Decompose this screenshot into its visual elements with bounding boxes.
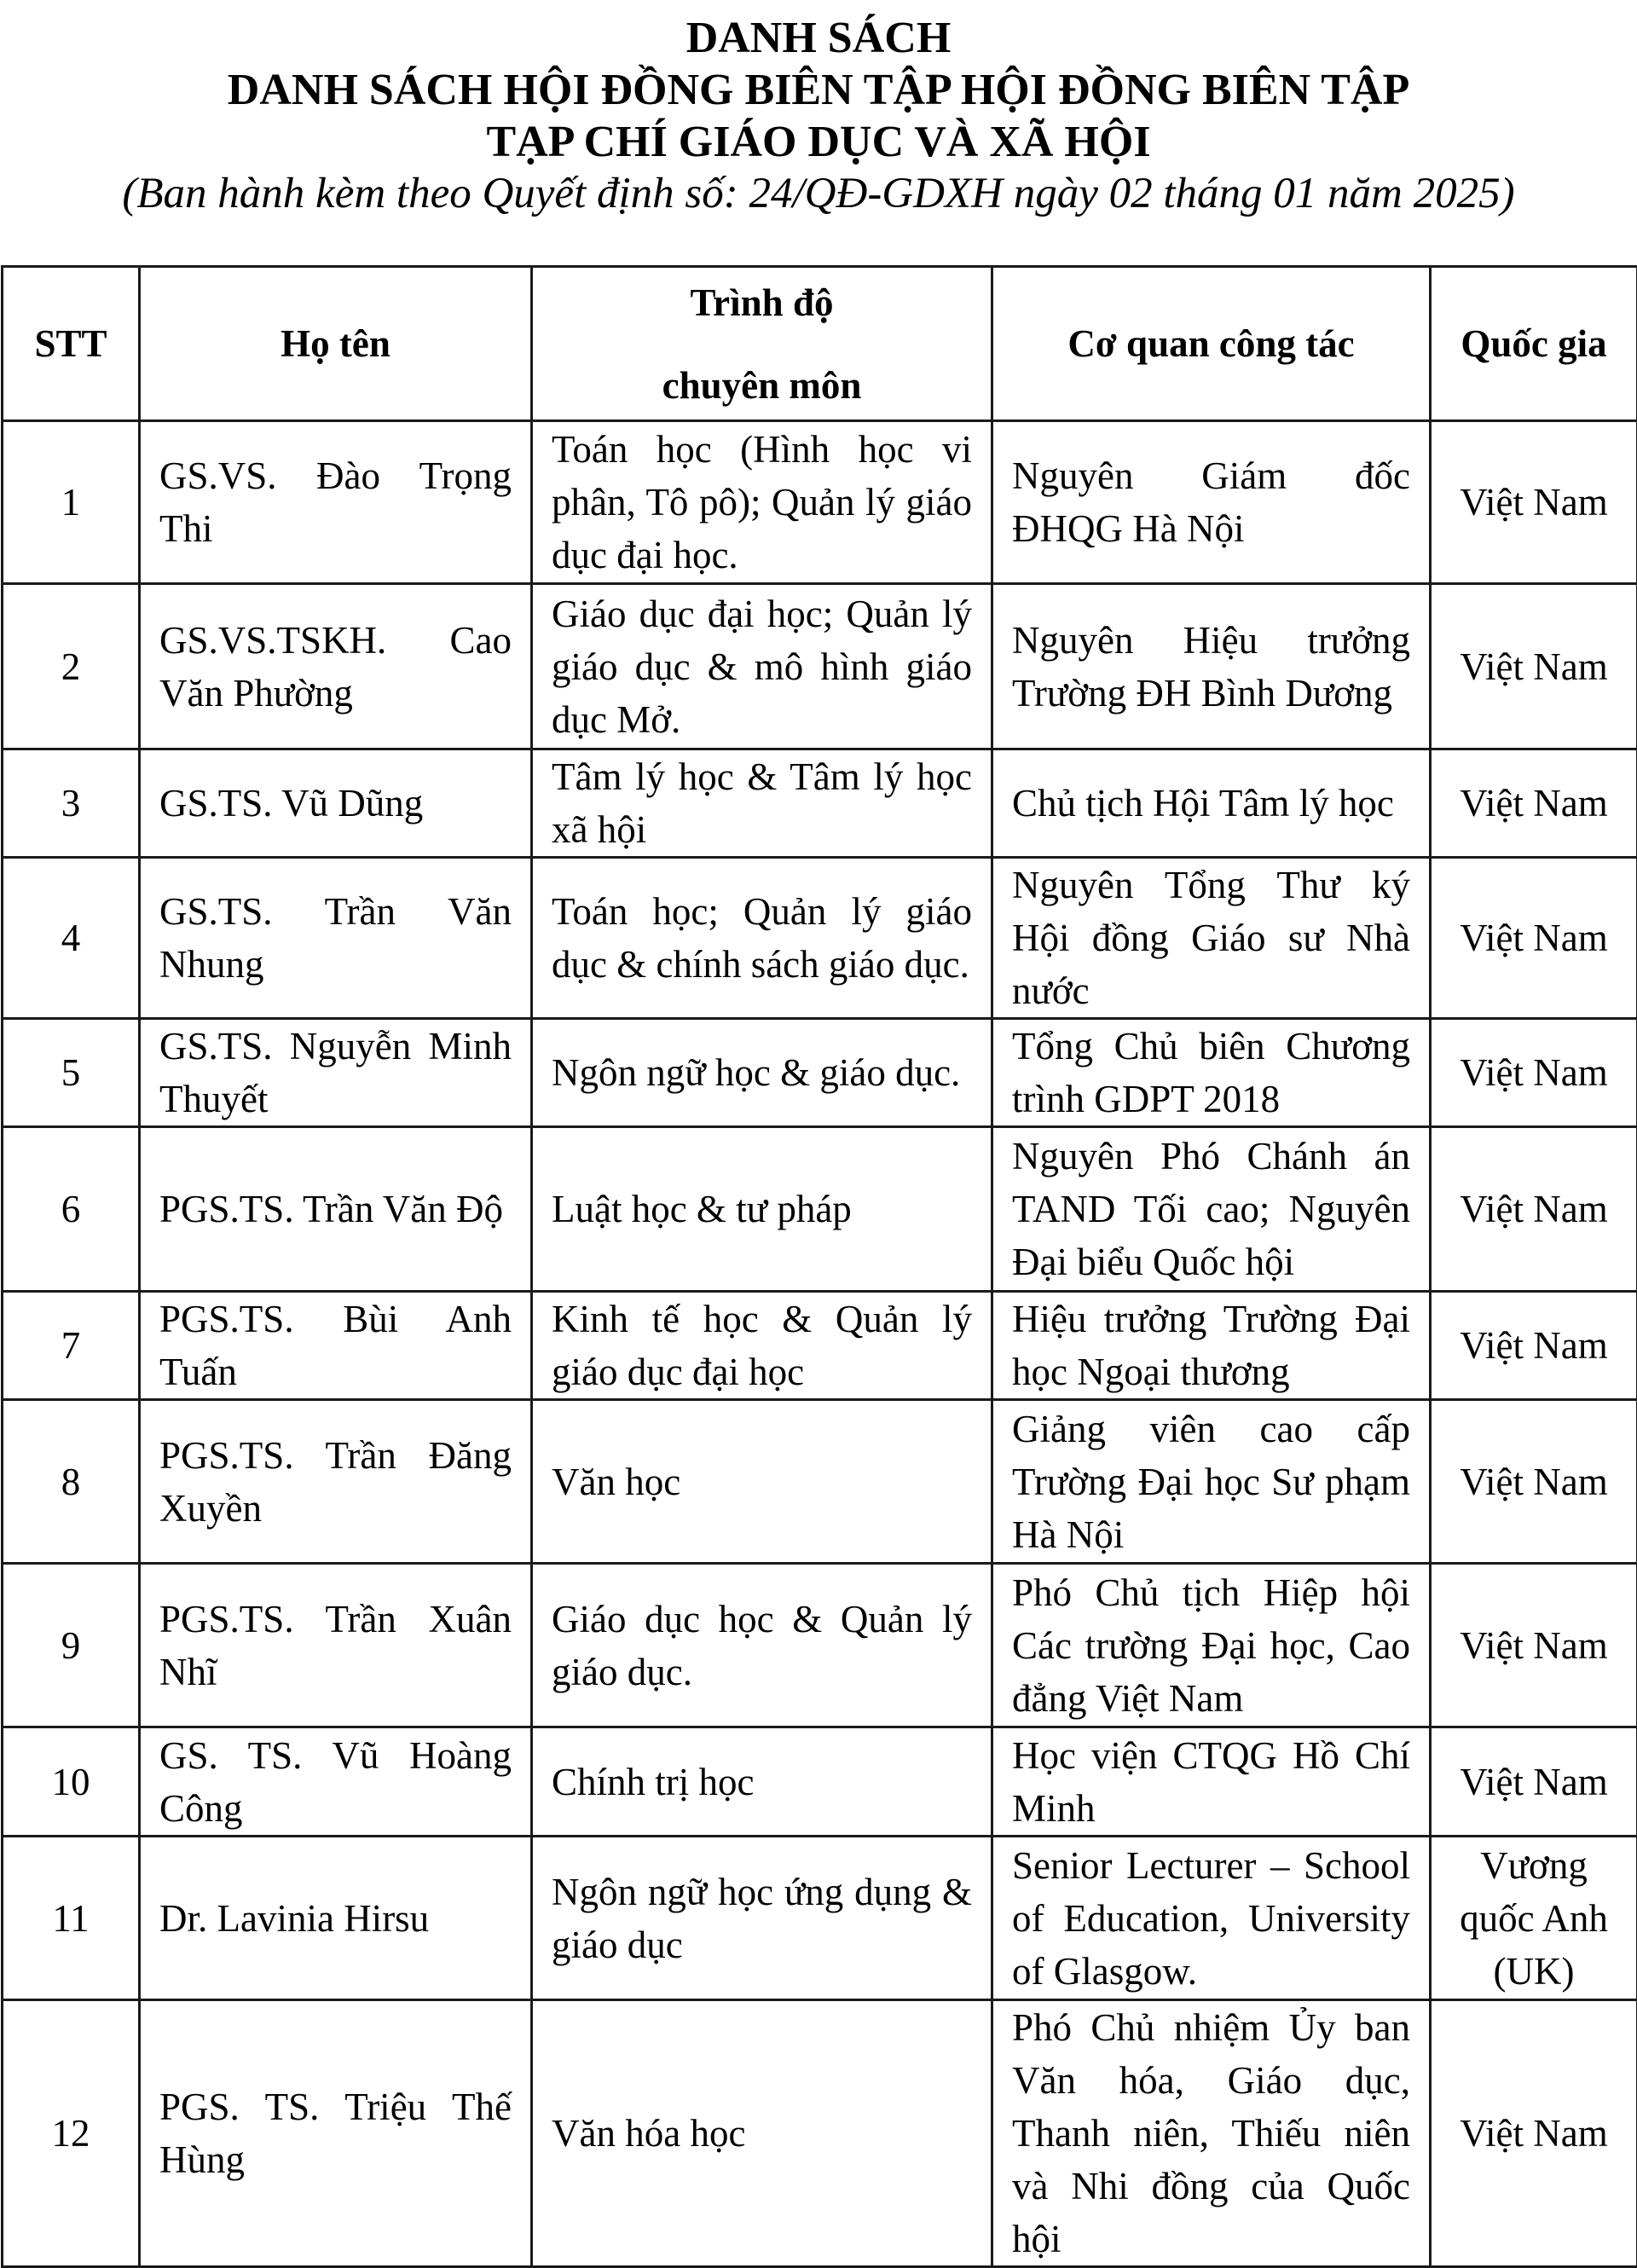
row-number-cell: 6	[3, 1127, 140, 1292]
row-number-cell: 11	[3, 1837, 140, 2000]
row-number-cell: 8	[3, 1400, 140, 1564]
table-row	[3, 1019, 1637, 1127]
title-line-1: DANH SÁCH	[0, 12, 1637, 64]
specialization-cell: Ngôn ngữ học ứng dụng & giáo dục	[532, 1837, 992, 2000]
specialization-cell: Kinh tế học & Quản lý giáo dục đại học	[532, 1292, 992, 1400]
specialization-cell: Văn học	[532, 1400, 992, 1564]
header-country: Quốc gia	[1431, 267, 1637, 421]
row-number-cell: 12	[3, 2000, 140, 2267]
row-number-cell: 9	[3, 1564, 140, 1727]
header-org: Cơ quan công tác	[992, 267, 1431, 421]
workplace-cell: Nguyên Tổng Thư ký Hội đồng Giáo sư Nhà nước	[992, 858, 1431, 1019]
country-cell: Vương quốc Anh (UK)	[1431, 1837, 1637, 2000]
row-number-cell: 10	[3, 1727, 140, 1837]
table-row	[3, 1400, 1637, 1564]
country-cell: Việt Nam	[1431, 1292, 1637, 1400]
specialization-cell: Ngôn ngữ học & giáo dục.	[532, 1019, 992, 1127]
row-number-cell: 5	[3, 1019, 140, 1127]
member-name-cell: PGS.TS. Trần Văn Độ	[140, 1127, 532, 1292]
row-number-cell: 3	[3, 749, 140, 858]
table-row	[3, 2000, 1637, 2267]
specialization-cell: Tâm lý học & Tâm lý học xã hội	[532, 749, 992, 858]
member-name-cell: PGS.TS. Trần Xuân Nhĩ	[140, 1564, 532, 1727]
decision-reference: (Ban hành kèm theo Quyết định số: 24/QĐ-GDXH ngày 02 tháng 01 năm 2025)	[0, 168, 1637, 219]
country-cell: Việt Nam	[1431, 421, 1637, 584]
table-row	[3, 858, 1637, 1019]
specialization-cell: Chính trị học	[532, 1727, 992, 1837]
member-name-cell: PGS. TS. Triệu Thế Hùng	[140, 2000, 532, 2267]
member-name-cell: GS.TS. Nguyễn Minh Thuyết	[140, 1019, 532, 1127]
workplace-cell: Chủ tịch Hội Tâm lý học	[992, 749, 1431, 858]
workplace-cell: Nguyên Hiệu trưởng Trường ĐH Bình Dương	[992, 584, 1431, 749]
member-name-cell: PGS.TS. Trần Đăng Xuyền	[140, 1400, 532, 1564]
workplace-cell: Senior Lecturer – School of Education, University of Glasgow.	[992, 1837, 1431, 2000]
table-row	[3, 584, 1637, 749]
country-cell: Việt Nam	[1431, 2000, 1637, 2267]
row-number-cell: 1	[3, 421, 140, 584]
specialization-cell: Văn hóa học	[532, 2000, 992, 2267]
member-name-cell: GS.VS. Đào Trọng Thi	[140, 421, 532, 584]
editorial-board-table	[1, 265, 1637, 2268]
workplace-cell: Hiệu trưởng Trường Đại học Ngoại thương	[992, 1292, 1431, 1400]
document-header	[0, 0, 1637, 219]
table-row	[3, 1837, 1637, 2000]
country-cell: Việt Nam	[1431, 1127, 1637, 1292]
title-line-3: TẠP CHÍ GIÁO DỤC VÀ XÃ HỘI	[0, 116, 1637, 168]
workplace-cell: Phó Chủ tịch Hiệp hội Các trường Đại học, Cao đẳng Việt Nam	[992, 1564, 1431, 1727]
workplace-cell: Nguyên Phó Chánh án TAND Tối cao; Nguyên Đại biểu Quốc hội	[992, 1127, 1431, 1292]
table-row	[3, 421, 1637, 584]
table-row	[3, 1292, 1637, 1400]
table-row	[3, 1127, 1637, 1292]
specialization-cell: Luật học & tư pháp	[532, 1127, 992, 1292]
specialization-cell: Toán học; Quản lý giáo dục & chính sách giáo dục.	[532, 858, 992, 1019]
country-cell: Việt Nam	[1431, 749, 1637, 858]
member-name-cell: GS. TS. Vũ Hoàng Công	[140, 1727, 532, 1837]
row-number-cell: 2	[3, 584, 140, 749]
header-field-line-1: Trình độ	[540, 276, 984, 329]
country-cell: Việt Nam	[1431, 1019, 1637, 1127]
country-cell: Việt Nam	[1431, 1400, 1637, 1564]
table-header-row	[3, 267, 1637, 421]
workplace-cell: Tổng Chủ biên Chương trình GDPT 2018	[992, 1019, 1431, 1127]
country-cell: Việt Nam	[1431, 1727, 1637, 1837]
title-line-2: DANH SÁCH HỘI ĐỒNG BIÊN TẬP HỘI ĐỒNG BIÊN TẬP	[0, 64, 1637, 116]
specialization-cell: Giáo dục đại học; Quản lý giáo dục & mô hình giáo dục Mở.	[532, 584, 992, 749]
header-field-line-2: chuyên môn	[540, 359, 984, 412]
workplace-cell: Nguyên Giám đốc ĐHQG Hà Nội	[992, 421, 1431, 584]
country-cell: Việt Nam	[1431, 584, 1637, 749]
header-name: Họ tên	[140, 267, 532, 421]
member-name-cell: GS.TS. Trần Văn Nhung	[140, 858, 532, 1019]
table-row	[3, 1727, 1637, 1837]
member-name-cell: Dr. Lavinia Hirsu	[140, 1837, 532, 2000]
member-name-cell: PGS.TS. Bùi Anh Tuấn	[140, 1292, 532, 1400]
member-name-cell: GS.VS.TSKH. Cao Văn Phường	[140, 584, 532, 749]
workplace-cell: Học viện CTQG Hồ Chí Minh	[992, 1727, 1431, 1837]
row-number-cell: 4	[3, 858, 140, 1019]
table-row	[3, 749, 1637, 858]
header-field	[532, 267, 992, 421]
workplace-cell: Phó Chủ nhiệm Ủy ban Văn hóa, Giáo dục, Thanh niên, Thiếu niên và Nhi đồng của Quốc hội	[992, 2000, 1431, 2267]
country-cell: Việt Nam	[1431, 1564, 1637, 1727]
country-cell: Việt Nam	[1431, 858, 1637, 1019]
table-row	[3, 1564, 1637, 1727]
header-stt: STT	[3, 267, 140, 421]
member-name-cell: GS.TS. Vũ Dũng	[140, 749, 532, 858]
workplace-cell: Giảng viên cao cấp Trường Đại học Sư phạm Hà Nội	[992, 1400, 1431, 1564]
specialization-cell: Giáo dục học & Quản lý giáo dục.	[532, 1564, 992, 1727]
row-number-cell: 7	[3, 1292, 140, 1400]
specialization-cell: Toán học (Hình học vi phân, Tô pô); Quản lý giáo dục đại học.	[532, 421, 992, 584]
